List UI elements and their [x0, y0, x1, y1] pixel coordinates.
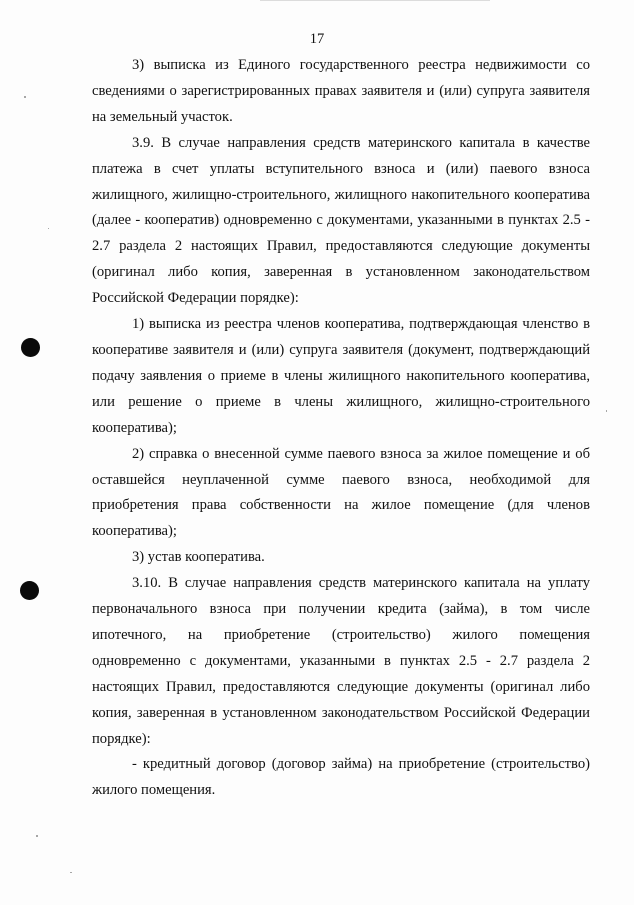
scan-speck [24, 96, 26, 98]
punch-hole [20, 581, 39, 600]
list-item-cooperative-charter: 3) устав кооператива. [132, 549, 265, 566]
document-body [92, 53, 590, 804]
paragraph-land-extract: 3) выписка из Единого государственного реестра недвижимости со сведениями о зарегистрированных правах заявителя и (или) супруга заявителя на земельный участок. [92, 57, 590, 125]
list-item-credit-agreement: - кредитный договор (договор займа) на приобретение (строительство) жилого помещения. [92, 756, 590, 799]
paragraph-3-10: 3.10. В случае направления средств материнского капитала на уплату первоначального взноса при получении кредита (займа), в том числе ипотечного, на приобретение (строительство) жилого помещения одновременно с документами, указанными в пунктах 2.5 - 2.7 раздела 2 настоящих Правил, предоставляются следующие документы (оригинал либо копия, заверенная в установленном законодательством Российской Федерации порядке): [92, 575, 590, 747]
scan-edge-line [260, 0, 490, 1]
scan-speck [70, 872, 72, 873]
scan-speck [606, 410, 607, 412]
list-item-contribution-certificate: 2) справка о внесенной сумме паевого взноса за жилое помещение и об оставшейся неуплаченной сумме паевого взноса, необходимой для приобретения права собственности на жилое помещение (для членов кооператива); [92, 445, 590, 540]
list-item-registry-extract: 1) выписка из реестра членов кооператива, подтверждающая членство в кооперативе заявителя и (или) супруга заявителя (документ, подтверждающий подачу заявления о приеме в члены жилищного накопительного кооператива, или решение о приеме в члены жилищного, жилищно-строительного кооператива); [92, 316, 590, 436]
punch-hole [21, 338, 40, 357]
paragraph-3-9: 3.9. В случае направления средств материнского капитала в качестве платежа в счет уплаты вступительного взноса и (или) паевого взноса жилищного, жилищно-строительного, жилищного накопительного кооператива (далее - кооператив) одновременно с документами, указанными в пунктах 2.5 - 2.7 раздела 2 настоящих Правил, предоставляются следующие документы (оригинал либо копия, заверенная в установленном законодательством Российской Федерации порядке): [92, 134, 590, 307]
scan-speck [36, 835, 38, 837]
scan-speck [48, 228, 49, 229]
page-number: 17 [309, 31, 325, 47]
